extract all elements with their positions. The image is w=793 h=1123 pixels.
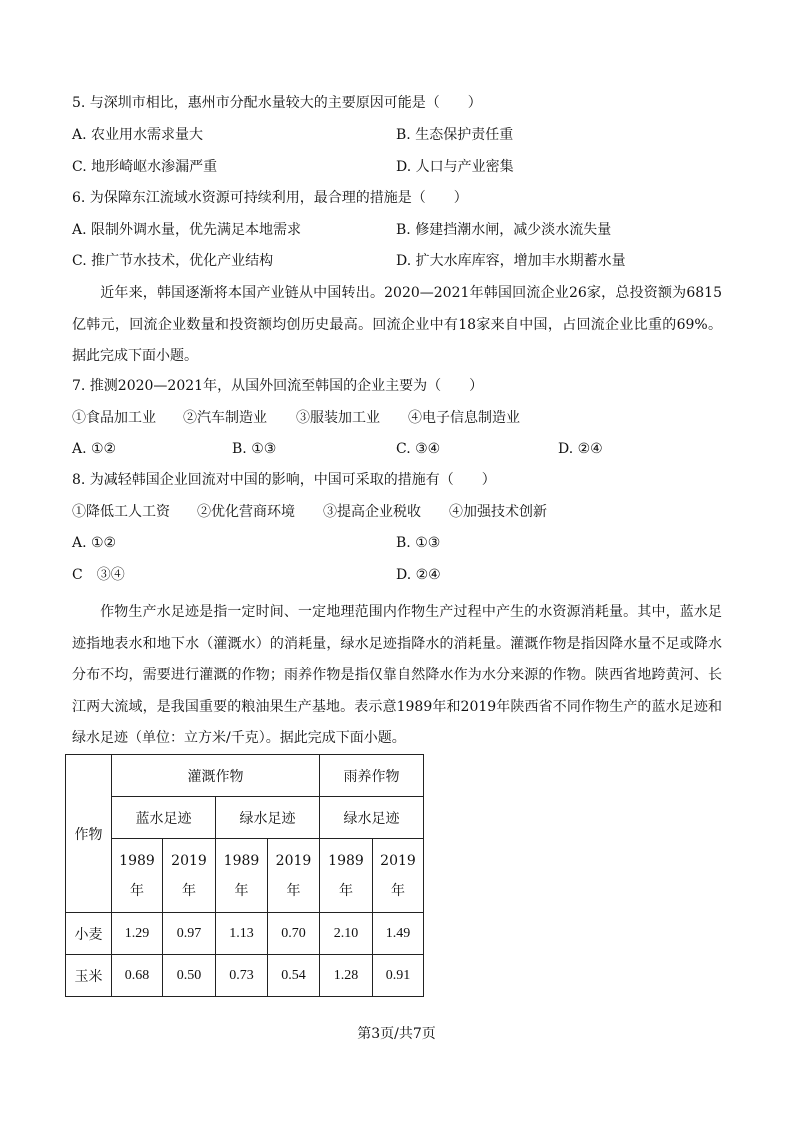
value-cell: 1.49 bbox=[373, 913, 424, 955]
value-cell: 0.73 bbox=[216, 955, 268, 997]
table-header-row-2 bbox=[66, 797, 424, 839]
rainfed-header-cell: 雨养作物 bbox=[320, 755, 424, 797]
q8-option-a: A. ①② bbox=[72, 535, 117, 551]
table-row-wheat bbox=[66, 913, 424, 955]
q6-option-c: C. 推广节水技术，优化产业结构 bbox=[72, 253, 274, 269]
q6-option-b: B. 修建挡潮水闸，减少淡水流失量 bbox=[396, 222, 612, 238]
water-footprint-table bbox=[65, 754, 424, 997]
q6-option-d: D. 扩大水库库容，增加丰水期蓄水量 bbox=[396, 253, 626, 269]
q5-option-d: D. 人口与产业密集 bbox=[396, 159, 514, 175]
q5-option-a: A. 农业用水需求量大 bbox=[72, 127, 204, 143]
table-year-row bbox=[66, 839, 424, 913]
value-cell: 2.10 bbox=[320, 913, 373, 955]
passage-korea-text: 近年来，韩国逐渐将本国产业链从中国转出。2020—2021年韩国回流企业26家，总投资额为6815亿韩元，回流企业数量和投资额均创历史最高。回流企业中有18家来自中国，占回流企业比重的69%。据此完成下面小题。 bbox=[72, 285, 722, 364]
year-cell: 1989 年 bbox=[320, 839, 373, 913]
q7-option-c: C. ③④ bbox=[396, 441, 441, 457]
table-row-corn bbox=[66, 955, 424, 997]
year-cell: 2019 年 bbox=[373, 839, 424, 913]
q6-stem: 6. 为保障东江流域水资源可持续利用，最合理的措施是（ ） bbox=[72, 190, 468, 206]
crop-cell: 小麦 bbox=[66, 913, 112, 955]
year-cell: 1989 年 bbox=[216, 839, 268, 913]
rainfed-green-footprint-header-cell: 绿水足迹 bbox=[320, 797, 424, 839]
passage-water-footprint-text: 作物生产水足迹是指一定时间、一定地理范围内作物生产过程中产生的水资源消耗量。其中，蓝水足迹指地表水和地下水（灌溉水）的消耗量，绿水足迹指降水的消耗量。灌溉作物是指因降水量不足或降水分布不均，需要进行灌溉的作物；雨养作物是指仅靠自然降水作为水分来源的作物。陕西省地跨黄河、长江两大流域，是我国重要的粮油果生产基地。表示意1989年和2019年陕西省不同作物生产的蓝水足迹和绿水足迹（单位：立方米/千克）。据此完成下面小题。 bbox=[72, 604, 722, 746]
value-cell: 0.54 bbox=[268, 955, 320, 997]
passage-korea bbox=[72, 278, 722, 373]
blue-footprint-header-cell: 蓝水足迹 bbox=[112, 797, 216, 839]
page-footer: 第3页/共7页 bbox=[357, 1026, 436, 1042]
q8-option-c: C ③④ bbox=[72, 567, 125, 583]
value-cell: 0.91 bbox=[373, 955, 424, 997]
q5-option-b: B. 生态保护责任重 bbox=[396, 127, 514, 143]
q7-item-4: ④电子信息制造业 bbox=[408, 410, 520, 426]
q6-option-a: A. 限制外调水量，优先满足本地需求 bbox=[72, 222, 302, 238]
q7-item-1: ①食品加工业 bbox=[72, 410, 156, 426]
green-footprint-header-cell: 绿水足迹 bbox=[216, 797, 320, 839]
q5-stem: 5. 与深圳市相比，惠州市分配水量较大的主要原因可能是（ ） bbox=[72, 95, 482, 111]
q8-item-4: ④加强技术创新 bbox=[449, 504, 547, 520]
q8-option-d: D. ②④ bbox=[396, 567, 441, 583]
q7-option-b: B. ①③ bbox=[232, 441, 277, 457]
value-cell: 0.50 bbox=[163, 955, 216, 997]
year-cell: 1989 年 bbox=[112, 839, 163, 913]
q8-item-3: ③提高企业税收 bbox=[323, 504, 421, 520]
value-cell: 0.70 bbox=[268, 913, 320, 955]
value-cell: 1.13 bbox=[216, 913, 268, 955]
year-cell: 2019 年 bbox=[163, 839, 216, 913]
crop-header-cell: 作物 bbox=[66, 755, 112, 913]
q7-item-2: ②汽车制造业 bbox=[183, 410, 267, 426]
value-cell: 1.29 bbox=[112, 913, 163, 955]
q8-item-1: ①降低工人工资 bbox=[72, 504, 170, 520]
table-header-row-1 bbox=[66, 755, 424, 797]
crop-cell: 玉米 bbox=[66, 955, 112, 997]
year-cell: 2019 年 bbox=[268, 839, 320, 913]
q7-item-3: ③服装加工业 bbox=[296, 410, 380, 426]
passage-water-footprint bbox=[72, 597, 722, 755]
q8-option-b: B. ①③ bbox=[396, 535, 441, 551]
irrigated-header-cell: 灌溉作物 bbox=[112, 755, 320, 797]
value-cell: 0.68 bbox=[112, 955, 163, 997]
q7-stem: 7. 推测2020—2021年，从国外回流至韩国的企业主要为（ ） bbox=[72, 378, 484, 394]
q7-option-a: A. ①② bbox=[72, 441, 117, 457]
q7-option-d: D. ②④ bbox=[558, 441, 603, 457]
q8-stem: 8. 为减轻韩国企业回流对中国的影响，中国可采取的措施有（ ） bbox=[72, 472, 496, 488]
q5-option-c: C. 地形崎岖水渗漏严重 bbox=[72, 159, 218, 175]
value-cell: 0.97 bbox=[163, 913, 216, 955]
q8-item-2: ②优化营商环境 bbox=[197, 504, 295, 520]
value-cell: 1.28 bbox=[320, 955, 373, 997]
